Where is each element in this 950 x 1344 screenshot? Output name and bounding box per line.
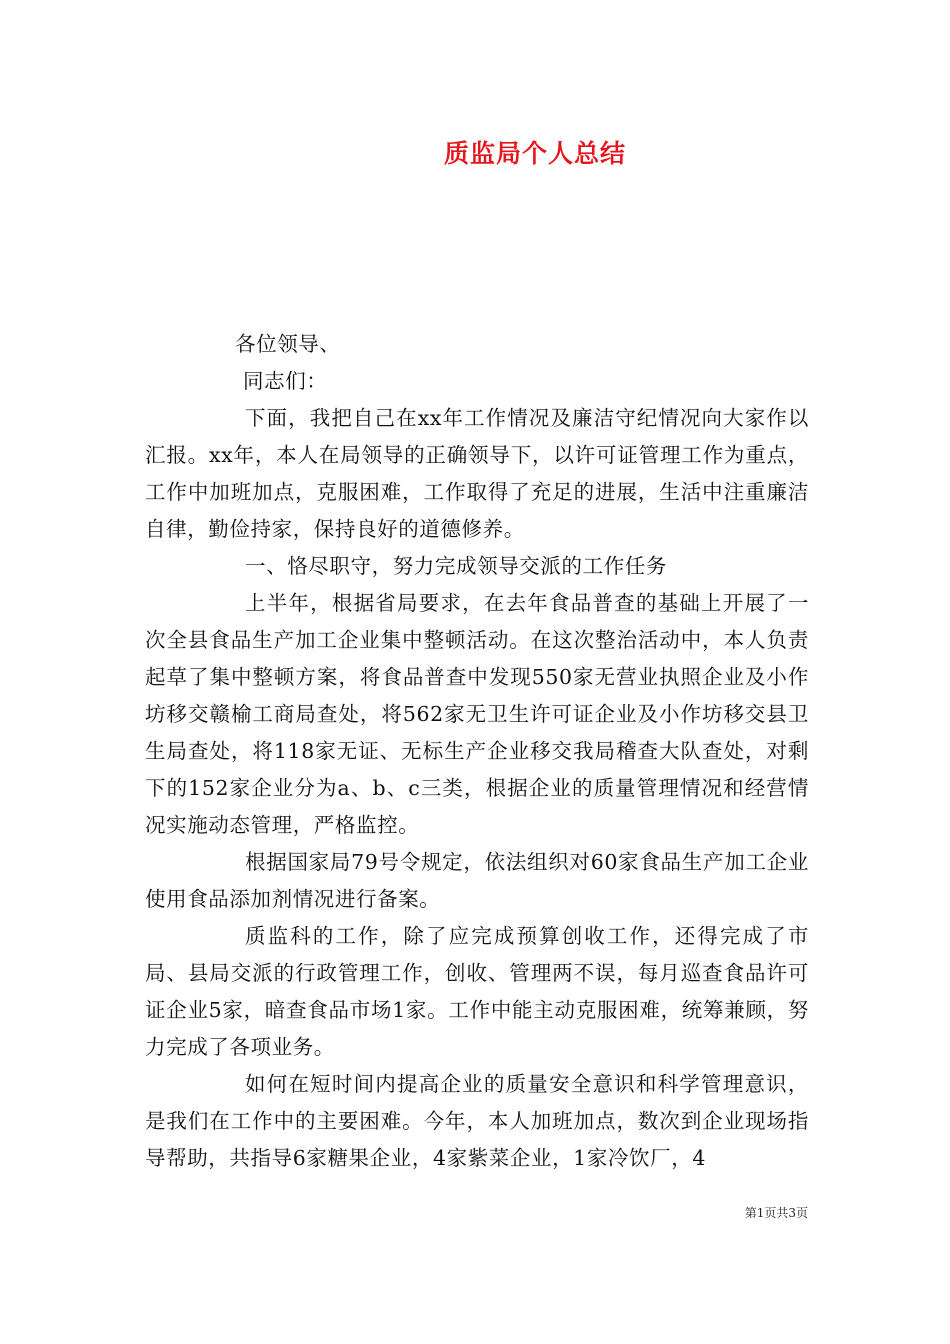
paragraph-additive-filing: 根据国家局79号令规定，依法组织对60家食品生产加工企业使用食品添加剂情况进行备案。 [145,850,809,911]
page-number-footer: 第1页共3页 [744,1206,808,1220]
salutation-line-2: 同志们： [243,369,328,393]
document-body [145,326,809,1177]
section-heading-1: 一、恪尽职守，努力完成领导交派的工作任务 [245,554,667,578]
paragraph-department-work: 质监科的工作，除了应完成预算创收工作，还得完成了市局、县局交派的行政管理工作，创收、管理两不误，每月巡查食品许可证企业5家，暗查食品市场1家。工作中能主动克服困难，统筹兼顾，努力完成了各项业务。 [145,924,809,1059]
paragraph-rectification: 上半年，根据省局要求，在去年食品普查的基础上开展了一次全县食品生产加工企业集中整顿活动。在这次整治活动中，本人负责起草了集中整顿方案，将食品普查中发现550家无营业执照企业及小作坊移交赣榆工商局查处，将562家无卫生许可证企业及小作坊移交县卫生局查处，将118家无证、无标生产企业移交我局稽查大队查处，对剩下的152家企业分为a、b、c三类，根据企业的质量管理情况和经营情况实施动态管理，严格监控。 [145,591,809,837]
salutation-line-1: 各位领导、 [235,332,341,356]
paragraph-enterprise-guidance: 如何在短时间内提高企业的质量安全意识和科学管理意识，是我们在工作中的主要困难。今年，本人加班加点，数次到企业现场指导帮助，共指导6家糖果企业，4家紫菜企业，1家冷饮厂，4 [145,1072,809,1170]
paragraph-intro: 下面，我把自己在xx年工作情况及廉洁守纪情况向大家作以汇报。xx年，本人在局领导的正确领导下，以许可证管理工作为重点，工作中加班加点，克服困难，工作取得了充足的进展，生活中注重廉洁自律，勤俭持家，保持良好的道德修养。 [145,406,809,541]
document-title: 质监局个人总结 [443,139,626,168]
